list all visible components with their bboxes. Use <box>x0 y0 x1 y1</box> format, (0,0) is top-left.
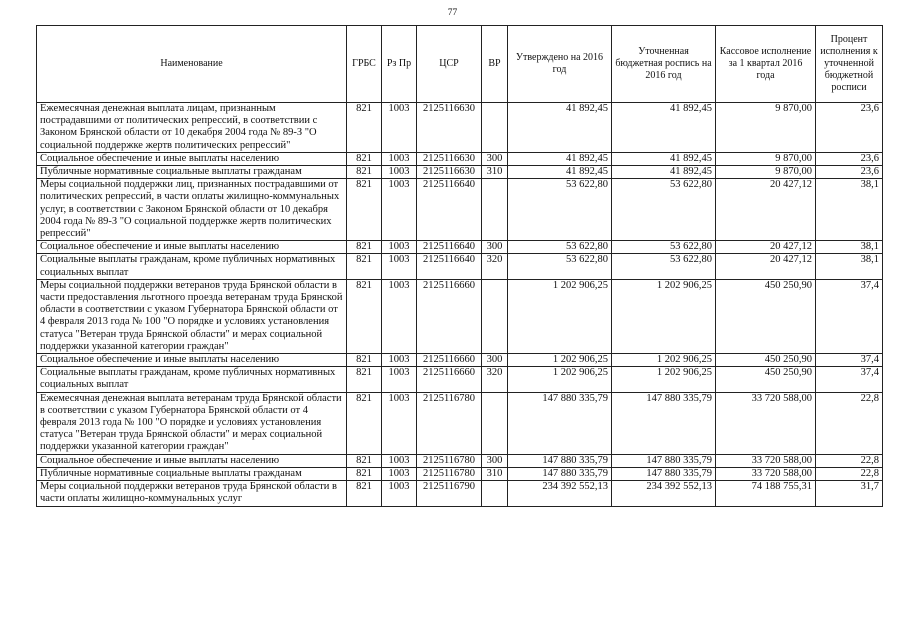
cell-percent: 31,7 <box>816 481 883 506</box>
cell-grbs: 821 <box>347 354 382 367</box>
cell-name: Меры социальной поддержки лиц, признанных пострадавшими от политических репрессий, в части оплаты жилищно-коммунальных услуг, в соответствии с Законом Брянской области от 10 декабря 2004 года № 89-З "О социальной поддержке жертв политических репрессий" <box>37 179 347 241</box>
cell-rzpr: 1003 <box>382 254 417 279</box>
cell-refined: 234 392 552,13 <box>612 481 716 506</box>
cell-csr: 2125116790 <box>417 481 482 506</box>
table-row <box>37 367 883 392</box>
cell-vr <box>482 392 508 454</box>
cell-rzpr: 1003 <box>382 279 417 353</box>
cell-approved: 53 622,80 <box>508 179 612 241</box>
cell-refined: 53 622,80 <box>612 254 716 279</box>
cell-name: Меры социальной поддержки ветеранов труда Брянской области в части оплаты жилищно-коммунальных услуг <box>37 481 347 506</box>
cell-csr: 2125116780 <box>417 454 482 467</box>
cell-grbs: 821 <box>347 392 382 454</box>
cell-approved: 41 892,45 <box>508 103 612 153</box>
cell-vr: 310 <box>482 467 508 480</box>
cell-refined: 53 622,80 <box>612 241 716 254</box>
cell-rzpr: 1003 <box>382 392 417 454</box>
cell-csr: 2125116660 <box>417 367 482 392</box>
cell-cash: 74 188 755,31 <box>716 481 816 506</box>
cell-grbs: 821 <box>347 103 382 153</box>
cell-grbs: 821 <box>347 179 382 241</box>
cell-cash: 33 720 588,00 <box>716 467 816 480</box>
cell-vr <box>482 179 508 241</box>
cell-name: Ежемесячная денежная выплата лицам, признанным пострадавшими от политических репрессий, в соответствии с Законом Брянской области от 10 декабря 2004 года № 89-З "О социальной поддержке жертв политических репрессий" <box>37 103 347 153</box>
cell-name: Социальные выплаты гражданам, кроме публичных нормативных социальных выплат <box>37 367 347 392</box>
table-row <box>37 152 883 165</box>
cell-csr: 2125116630 <box>417 152 482 165</box>
cell-name: Социальное обеспечение и иные выплаты населению <box>37 152 347 165</box>
table-body <box>37 103 883 507</box>
table-row <box>37 354 883 367</box>
cell-grbs: 821 <box>347 454 382 467</box>
table-row <box>37 254 883 279</box>
cell-csr: 2125116780 <box>417 467 482 480</box>
cell-refined: 41 892,45 <box>612 166 716 179</box>
cell-name: Социальное обеспечение и иные выплаты населению <box>37 454 347 467</box>
cell-cash: 9 870,00 <box>716 166 816 179</box>
cell-percent: 37,4 <box>816 354 883 367</box>
cell-cash: 33 720 588,00 <box>716 392 816 454</box>
cell-approved: 147 880 335,79 <box>508 467 612 480</box>
cell-grbs: 821 <box>347 241 382 254</box>
cell-name: Публичные нормативные социальные выплаты гражданам <box>37 166 347 179</box>
table-row <box>37 103 883 153</box>
header-rzpr: Рз Пр <box>382 26 417 103</box>
cell-vr: 310 <box>482 166 508 179</box>
header-percent: Процент исполнения к уточненной бюджетной росписи <box>816 26 883 103</box>
cell-name: Социальное обеспечение и иные выплаты населению <box>37 354 347 367</box>
cell-grbs: 821 <box>347 467 382 480</box>
cell-cash: 20 427,12 <box>716 179 816 241</box>
table-row <box>37 241 883 254</box>
cell-refined: 41 892,45 <box>612 152 716 165</box>
cell-csr: 2125116640 <box>417 179 482 241</box>
cell-percent: 23,6 <box>816 152 883 165</box>
header-refined: Уточненная бюджетная роспись на 2016 год <box>612 26 716 103</box>
cell-vr: 300 <box>482 152 508 165</box>
cell-percent: 22,8 <box>816 467 883 480</box>
cell-approved: 41 892,45 <box>508 152 612 165</box>
cell-percent: 23,6 <box>816 166 883 179</box>
cell-refined: 1 202 906,25 <box>612 279 716 353</box>
cell-grbs: 821 <box>347 152 382 165</box>
cell-name: Меры социальной поддержки ветеранов труда Брянской области в части предоставления льготного проезда ветеранам труда Брянской области в соответствии с указом Губернатора Брянской области от 4 февраля 2013 года № 100 "О порядке и условиях установления статуса "Ветеран труда Брянской области" и мерах социальной поддержки указанной категории граждан" <box>37 279 347 353</box>
cell-name: Публичные нормативные социальные выплаты гражданам <box>37 467 347 480</box>
cell-cash: 9 870,00 <box>716 152 816 165</box>
cell-vr: 300 <box>482 354 508 367</box>
cell-rzpr: 1003 <box>382 481 417 506</box>
cell-rzpr: 1003 <box>382 454 417 467</box>
cell-rzpr: 1003 <box>382 103 417 153</box>
cell-grbs: 821 <box>347 254 382 279</box>
cell-grbs: 821 <box>347 481 382 506</box>
header-name: Наименование <box>37 26 347 103</box>
cell-cash: 20 427,12 <box>716 254 816 279</box>
cell-name: Ежемесячная денежная выплата ветеранам труда Брянской области в соответствии с указом Губернатора Брянской области от 4 февраля 2013 года № 100 "О порядке и условиях установления статуса "Ветеран труда Брянской области" и мерах социальной поддержки указанной категории граждан" <box>37 392 347 454</box>
cell-cash: 450 250,90 <box>716 354 816 367</box>
header-grbs: ГРБС <box>347 26 382 103</box>
table-row <box>37 454 883 467</box>
cell-vr: 320 <box>482 254 508 279</box>
header-approved: Утверждено на 2016 год <box>508 26 612 103</box>
table-row <box>37 481 883 506</box>
cell-rzpr: 1003 <box>382 241 417 254</box>
cell-csr: 2125116630 <box>417 103 482 153</box>
cell-name: Социальные выплаты гражданам, кроме публичных нормативных социальных выплат <box>37 254 347 279</box>
cell-rzpr: 1003 <box>382 354 417 367</box>
cell-cash: 450 250,90 <box>716 367 816 392</box>
cell-csr: 2125116640 <box>417 241 482 254</box>
cell-approved: 53 622,80 <box>508 254 612 279</box>
cell-refined: 53 622,80 <box>612 179 716 241</box>
header-vr: ВР <box>482 26 508 103</box>
table-header-row <box>37 26 883 103</box>
cell-vr: 320 <box>482 367 508 392</box>
cell-csr: 2125116640 <box>417 254 482 279</box>
cell-refined: 41 892,45 <box>612 103 716 153</box>
table-row <box>37 467 883 480</box>
cell-approved: 41 892,45 <box>508 166 612 179</box>
cell-percent: 22,8 <box>816 392 883 454</box>
cell-percent: 38,1 <box>816 241 883 254</box>
cell-refined: 147 880 335,79 <box>612 454 716 467</box>
cell-name: Социальное обеспечение и иные выплаты населению <box>37 241 347 254</box>
cell-approved: 147 880 335,79 <box>508 454 612 467</box>
header-cash: Кассовое исполнение за 1 квартал 2016 года <box>716 26 816 103</box>
cell-vr <box>482 481 508 506</box>
cell-approved: 1 202 906,25 <box>508 367 612 392</box>
cell-rzpr: 1003 <box>382 152 417 165</box>
header-csr: ЦСР <box>417 26 482 103</box>
cell-rzpr: 1003 <box>382 367 417 392</box>
cell-approved: 147 880 335,79 <box>508 392 612 454</box>
cell-percent: 22,8 <box>816 454 883 467</box>
cell-csr: 2125116780 <box>417 392 482 454</box>
cell-rzpr: 1003 <box>382 166 417 179</box>
cell-percent: 38,1 <box>816 254 883 279</box>
table-row <box>37 279 883 353</box>
cell-csr: 2125116660 <box>417 279 482 353</box>
cell-grbs: 821 <box>347 166 382 179</box>
cell-cash: 20 427,12 <box>716 241 816 254</box>
cell-grbs: 821 <box>347 279 382 353</box>
cell-percent: 38,1 <box>816 179 883 241</box>
cell-grbs: 821 <box>347 367 382 392</box>
cell-approved: 1 202 906,25 <box>508 279 612 353</box>
cell-cash: 9 870,00 <box>716 103 816 153</box>
cell-csr: 2125116660 <box>417 354 482 367</box>
table-row <box>37 392 883 454</box>
cell-approved: 1 202 906,25 <box>508 354 612 367</box>
cell-rzpr: 1003 <box>382 179 417 241</box>
cell-cash: 33 720 588,00 <box>716 454 816 467</box>
cell-csr: 2125116630 <box>417 166 482 179</box>
cell-percent: 37,4 <box>816 279 883 353</box>
cell-refined: 1 202 906,25 <box>612 354 716 367</box>
cell-vr <box>482 103 508 153</box>
page-number: 77 <box>447 8 458 18</box>
cell-vr: 300 <box>482 241 508 254</box>
cell-refined: 1 202 906,25 <box>612 367 716 392</box>
cell-cash: 450 250,90 <box>716 279 816 353</box>
cell-percent: 23,6 <box>816 103 883 153</box>
cell-vr <box>482 279 508 353</box>
cell-vr: 300 <box>482 454 508 467</box>
table-row <box>37 166 883 179</box>
budget-execution-table <box>36 25 883 507</box>
cell-approved: 53 622,80 <box>508 241 612 254</box>
cell-refined: 147 880 335,79 <box>612 467 716 480</box>
cell-percent: 37,4 <box>816 367 883 392</box>
table-row <box>37 179 883 241</box>
cell-approved: 234 392 552,13 <box>508 481 612 506</box>
cell-rzpr: 1003 <box>382 467 417 480</box>
cell-refined: 147 880 335,79 <box>612 392 716 454</box>
